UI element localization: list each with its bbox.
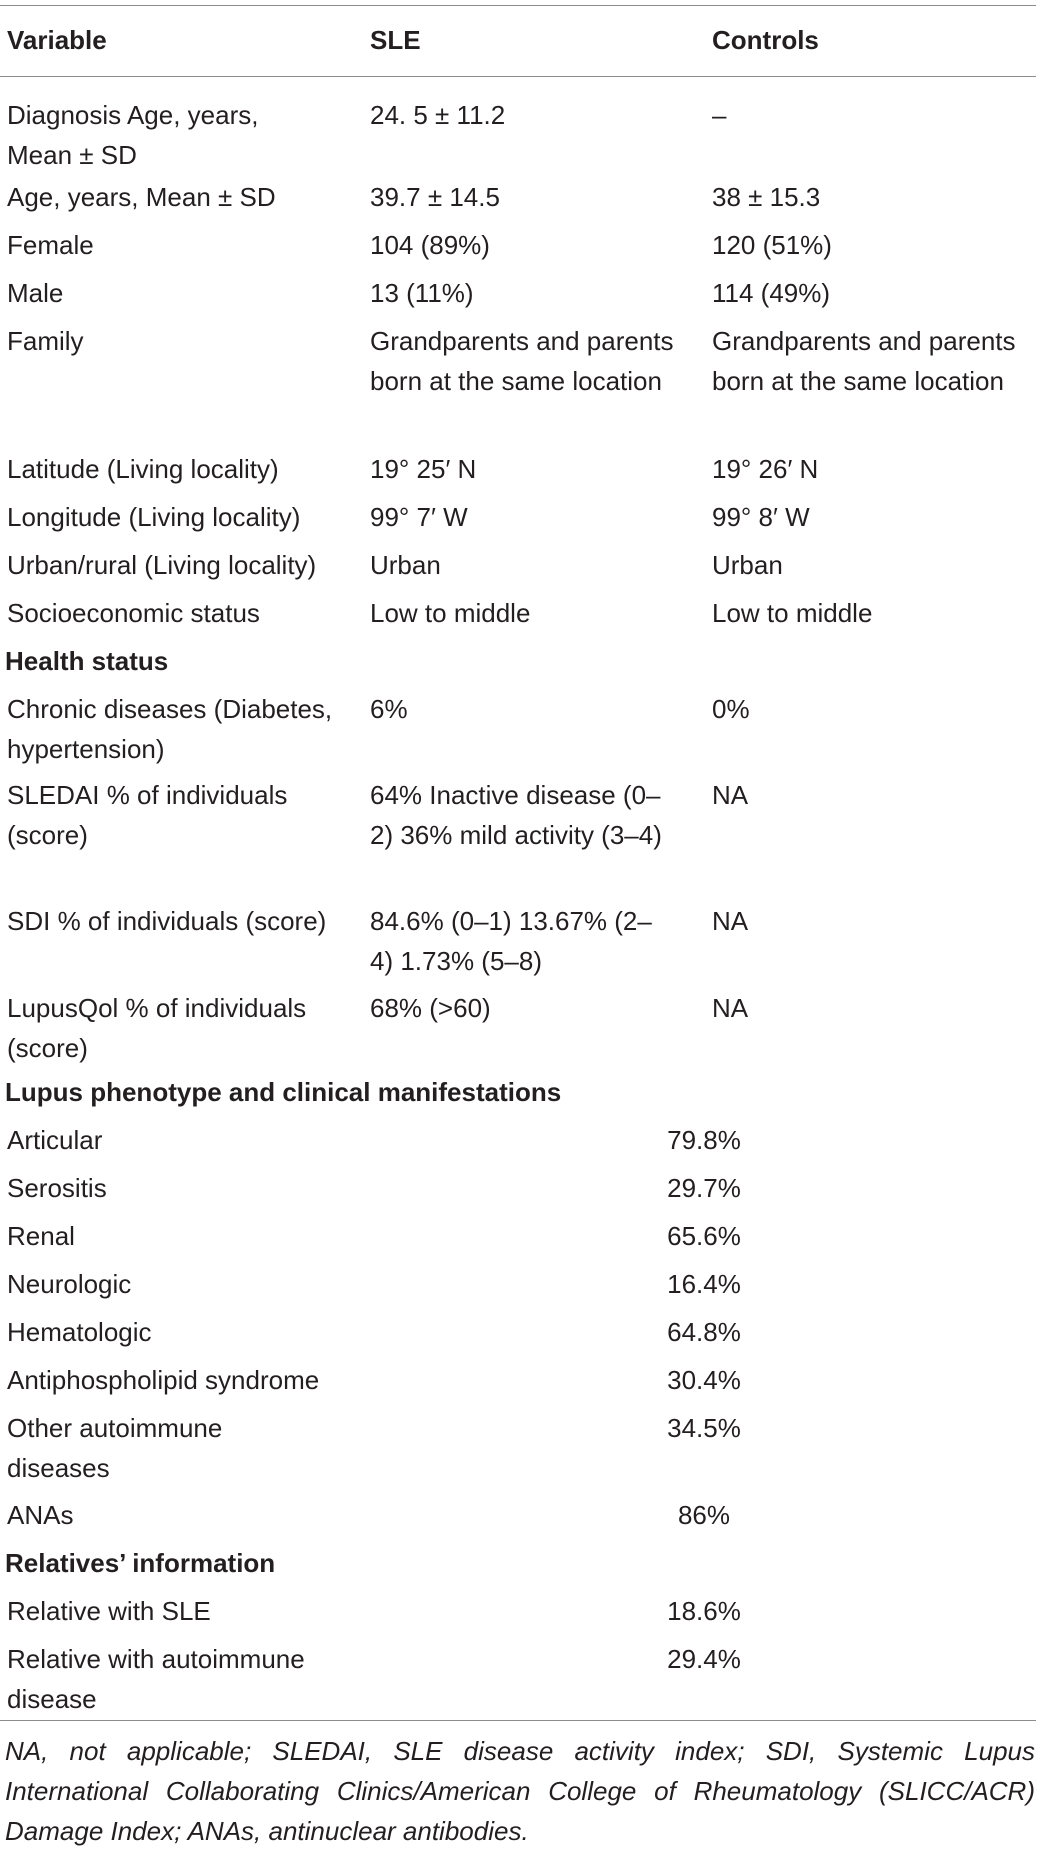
cell-variable: LupusQol % of individuals (score) xyxy=(7,993,307,1063)
cell-controls: 114 (49%) xyxy=(712,278,831,308)
cell-variable: Relative with SLE xyxy=(7,1596,211,1626)
section-title-health: Health status xyxy=(5,646,169,676)
top-rule xyxy=(0,5,1036,6)
table-footnote: NA, not applicable; SLEDAI, SLE disease activity index; SDI, Systemic Lupus International Collaborating Clinics/American College of Rheumatology (SLICC/ACR) Damage Index; ANAs, antinuclear antibodies. xyxy=(5,1736,1035,1846)
cell-controls: NA xyxy=(712,780,749,810)
cell-variable: Chronic diseases (Diabetes, hypertension) xyxy=(7,694,333,764)
cell-controls: 0% xyxy=(712,694,750,724)
cell-variable: ANAs xyxy=(7,1500,74,1530)
cell-sle: Grandparents and parents born at the same location xyxy=(370,326,674,396)
cell-variable: Urban/rural (Living locality) xyxy=(7,550,317,580)
bottom-rule xyxy=(0,1720,1036,1721)
cell-value: 65.6% xyxy=(667,1221,741,1251)
cell-variable: Latitude (Living locality) xyxy=(7,454,279,484)
cell-value: 30.4% xyxy=(667,1365,741,1395)
cell-value: 29.4% xyxy=(667,1644,741,1674)
cell-sle: 99° 7′ W xyxy=(370,502,468,532)
cell-sle: Low to middle xyxy=(370,598,531,628)
cell-controls: 38 ± 15.3 xyxy=(712,182,821,212)
cell-sle: 39.7 ± 14.5 xyxy=(370,182,500,212)
cell-value: 64.8% xyxy=(667,1317,741,1347)
section-title-phenotype: Lupus phenotype and clinical manifestations xyxy=(5,1077,562,1107)
cell-controls: 120 (51%) xyxy=(712,230,832,260)
cell-value: 34.5% xyxy=(667,1413,741,1443)
cell-controls: – xyxy=(712,100,727,130)
cell-controls: NA xyxy=(712,993,749,1023)
cell-variable: Hematologic xyxy=(7,1317,152,1347)
header-variable: Variable xyxy=(7,25,107,55)
cell-value: 16.4% xyxy=(667,1269,741,1299)
cell-variable: Male xyxy=(7,278,64,308)
header-sle: SLE xyxy=(370,25,421,55)
cell-variable: SDI % of individuals (score) xyxy=(7,906,327,936)
cell-variable: Serositis xyxy=(7,1173,107,1203)
cell-sle: 64% Inactive disease (0–2) 36% mild activity (3–4) xyxy=(370,780,662,850)
cell-controls: Low to middle xyxy=(712,598,873,628)
cell-sle: 104 (89%) xyxy=(370,230,490,260)
cell-sle: 13 (11%) xyxy=(370,278,474,308)
cell-value: 18.6% xyxy=(667,1596,741,1626)
cell-variable: Diagnosis Age, years, Mean ± SD xyxy=(7,100,259,170)
cell-variable: Age, years, Mean ± SD xyxy=(7,182,276,212)
section-title-relatives: Relatives’ information xyxy=(5,1548,276,1578)
cell-sle: 6% xyxy=(370,694,408,724)
header-controls: Controls xyxy=(712,25,819,55)
cell-variable: Neurologic xyxy=(7,1269,132,1299)
cell-controls: 19° 26′ N xyxy=(712,454,819,484)
cell-variable: Family xyxy=(7,326,84,356)
cell-value: 79.8% xyxy=(667,1125,741,1155)
cell-variable: Socioeconomic status xyxy=(7,598,260,628)
cell-value: 29.7% xyxy=(667,1173,741,1203)
cell-sle: 19° 25′ N xyxy=(370,454,477,484)
cell-value: 86% xyxy=(677,1500,731,1530)
cell-sle: 24. 5 ± 11.2 xyxy=(370,100,506,130)
cell-variable: SLEDAI % of individuals (score) xyxy=(7,780,288,850)
cell-variable: Antiphospholipid syndrome xyxy=(7,1365,320,1395)
cell-sle: Urban xyxy=(370,550,441,580)
cell-controls: 99° 8′ W xyxy=(712,502,810,532)
cell-controls: NA xyxy=(712,906,749,936)
cell-controls: Urban xyxy=(712,550,783,580)
cell-variable: Articular xyxy=(7,1125,103,1155)
cell-variable: Female xyxy=(7,230,94,260)
cell-controls: Grandparents and parents born at the same location xyxy=(712,326,1016,396)
cell-variable: Longitude (Living locality) xyxy=(7,502,301,532)
cell-sle: 68% (>60) xyxy=(370,993,491,1023)
cell-variable: Relative with autoimmune disease xyxy=(7,1644,305,1714)
header-rule xyxy=(0,76,1036,77)
cell-sle: 84.6% (0–1) 13.67% (2–4) 1.73% (5–8) xyxy=(370,906,652,976)
cell-variable: Renal xyxy=(7,1221,75,1251)
cell-variable: Other autoimmune diseases xyxy=(7,1413,223,1483)
